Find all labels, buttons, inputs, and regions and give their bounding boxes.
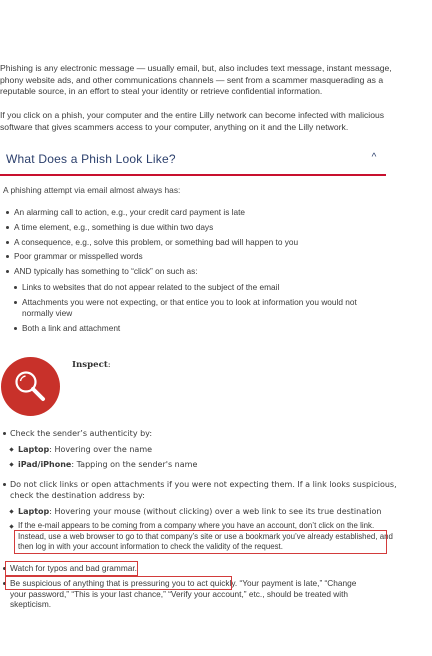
intro-paragraph-2: If you click on a phish, your computer and the entire Lilly network can become infected with malicious software that gives scammers access to your computer, anything on it and the Lilly network. (0, 110, 385, 132)
list-item: A consequence, e.g., solve this problem, or something bad will happen to you (14, 237, 384, 248)
phish-signs-list (14, 207, 384, 281)
accordion-title: What Does a Phish Look Like? (6, 152, 176, 166)
magnifier-icon (1, 357, 60, 416)
list-item: Laptop: Hovering over the name (18, 444, 408, 455)
list-item: A time element, e.g., something is due within two days (14, 222, 384, 233)
accordion-header-phish[interactable] (0, 145, 386, 176)
list-item: Check the sender’s authenticity by: (10, 428, 410, 439)
list-item: Attachments you were not expecting, or that entice you to look at information you would not normally view (22, 297, 374, 319)
list-item: Both a link and attachment (22, 323, 374, 334)
list-item: Be suspicious of anything that is pressuring you to act quickly. “Your payment is late,” “Change your password,” “This is your last chance,” “Verify your account,” etc., should be treated with skepticism. (10, 578, 370, 610)
list-item: Laptop: Hovering your mouse (without clicking) over a web link to see its true destination (18, 506, 408, 517)
list-item: If the e-mail appears to be coming from a company where you have an account, don’t click on the link. Instead, use a web browser to go to that company’s site or use a bookmark you’ve already established, and then log in with your account information to check the validity of the request. (18, 521, 398, 553)
list-item: Do not click links or open attachments if you were not expecting them. If a link looks suspicious, check the destination address by: (10, 479, 410, 501)
list-item: Watch for typos and bad grammar. (10, 563, 400, 574)
chevron-up-icon[interactable]: ^ (371, 152, 377, 163)
intro-paragraph-1: Phishing is any electronic message — usually email, but, also includes text message, instant message, phony website ads, and other communications channels — sent from a scammer masquerading as a reputable source, in an effort to steal your identity or retrieve confidential information. (0, 63, 392, 97)
list-item: Links to websites that do not appear related to the subject of the email (22, 282, 374, 293)
click-targets-list (22, 282, 374, 338)
list-item: iPad/iPhone: Tapping on the sender's name (18, 459, 408, 470)
list-item: AND typically has something to “click” on such as: (14, 266, 384, 277)
list-item: An alarming call to action, e.g., your credit card payment is late (14, 207, 384, 218)
phish-signs-lead: A phishing attempt via email almost always has: (3, 185, 181, 195)
list-item: Poor grammar or misspelled words (14, 251, 384, 262)
inspect-label: Inspect: (72, 360, 111, 370)
